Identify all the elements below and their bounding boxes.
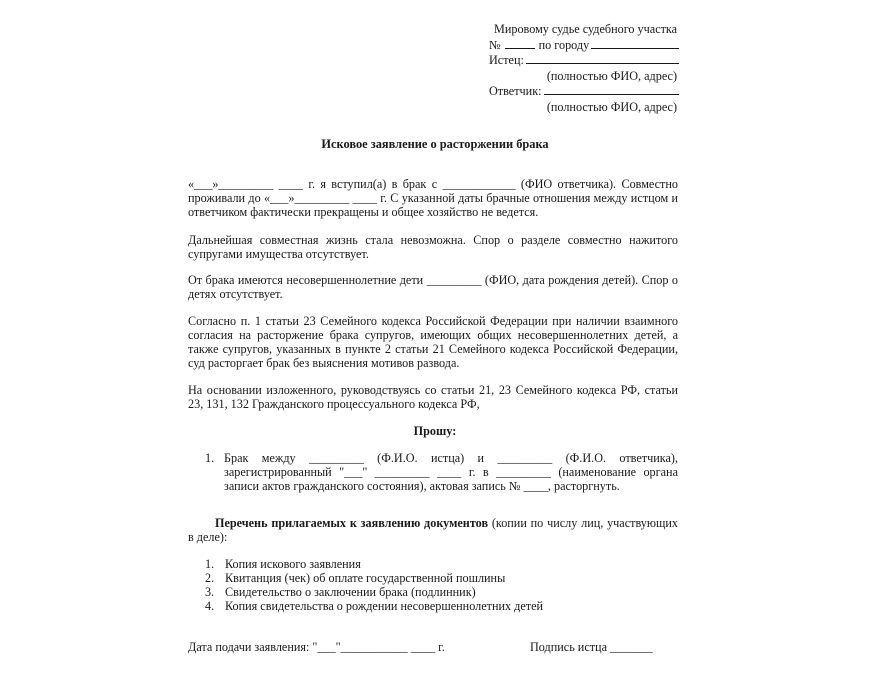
attachments-heading-rest: (копии по числу лиц, участвующих в деле): bbox=[188, 516, 678, 544]
plaintiff-blank bbox=[526, 53, 679, 64]
number-prefix: № bbox=[489, 37, 501, 52]
attachment-item: 2. Квитанция (чек) об оплате государственной пошлины bbox=[205, 571, 506, 585]
paragraph-marriage: «___»_________ ____ г. я вступил(а) в брак с ____________ (ФИО ответчика). Совместно проживали до «___»_________ ____ г. С указанной даты брачные отношения между истцом и ответчиком фактически прекращены и общее хозяйство не ведется. bbox=[188, 177, 678, 219]
city-blank bbox=[591, 38, 679, 49]
paragraph-impossible: Дальнейшая совместная жизнь стала невозможна. Спор о разделе совместно нажитого супругами имущества отсутствует. bbox=[188, 233, 678, 261]
number-blank bbox=[505, 38, 535, 49]
attachment-item: 3. Свидетельство о заключении брака (подлинник) bbox=[205, 585, 476, 599]
plaintiff-signature: Подпись истца _______ bbox=[530, 640, 653, 654]
attachment-item: 1. Копия искового заявления bbox=[205, 557, 361, 571]
plaintiff-label: Истец: bbox=[489, 53, 524, 67]
court-title: Мировому судье судебного участка bbox=[494, 22, 678, 36]
document-title: Исковое заявление о расторжении брака bbox=[321, 137, 549, 151]
paragraph-basis: На основании изложенного, руководствуясь со статьи 21, 23 Семейного кодекса РФ, статьи 23, 131, 132 Гражданского процессуального кодекса РФ, bbox=[188, 383, 678, 411]
attachments-list bbox=[205, 557, 543, 613]
defendant-label: Ответчик: bbox=[489, 84, 542, 98]
request-list bbox=[205, 451, 678, 493]
city-label: по городу bbox=[538, 37, 590, 52]
defendant-note: (полностью ФИО, адрес) bbox=[546, 99, 677, 114]
plaintiff-line bbox=[489, 53, 679, 69]
request-item-number: 1. bbox=[205, 451, 215, 465]
defendant-line bbox=[489, 84, 679, 100]
plaintiff-note: (полностью ФИО, адрес) bbox=[546, 68, 677, 83]
addressee-block bbox=[489, 22, 679, 115]
attachments-heading-bold: Перечень прилагаемых к заявлению документов bbox=[215, 516, 489, 530]
attachments-heading bbox=[188, 516, 678, 544]
paragraph-law: Согласно п. 1 статьи 23 Семейного кодекса Российской Федерации при наличии взаимного согласия на расторжение брака супругов, имеющих общих несовершеннолетних детей, а также супругов, указанных в пункте 2 статьи 21 Семейного кодекса Российской Федерации, суд расторгает брак без выяснения мотивов развода. bbox=[188, 314, 678, 370]
request-item-text: Брак между _________ (Ф.И.О. истца) и _________ (Ф.И.О. ответчика), зарегистрированный "___" _________ ____ г. в _________ (наименование органа записи актов гражданского состояния), актовая запись № ____, расторгнуть. bbox=[224, 451, 678, 493]
court-number-line bbox=[489, 38, 679, 54]
attachment-item: 4. Копия свидетельства о рождении несовершеннолетних детей bbox=[205, 599, 544, 613]
request-heading: Прошу: bbox=[413, 424, 457, 438]
filing-date: Дата подачи заявления: "___"___________ ____ г. bbox=[188, 640, 445, 654]
paragraph-children: От брака имеются несовершеннолетние дети _________ (ФИО, дата рождения детей). Спор о детях отсутствует. bbox=[188, 273, 678, 301]
defendant-blank bbox=[544, 84, 679, 95]
